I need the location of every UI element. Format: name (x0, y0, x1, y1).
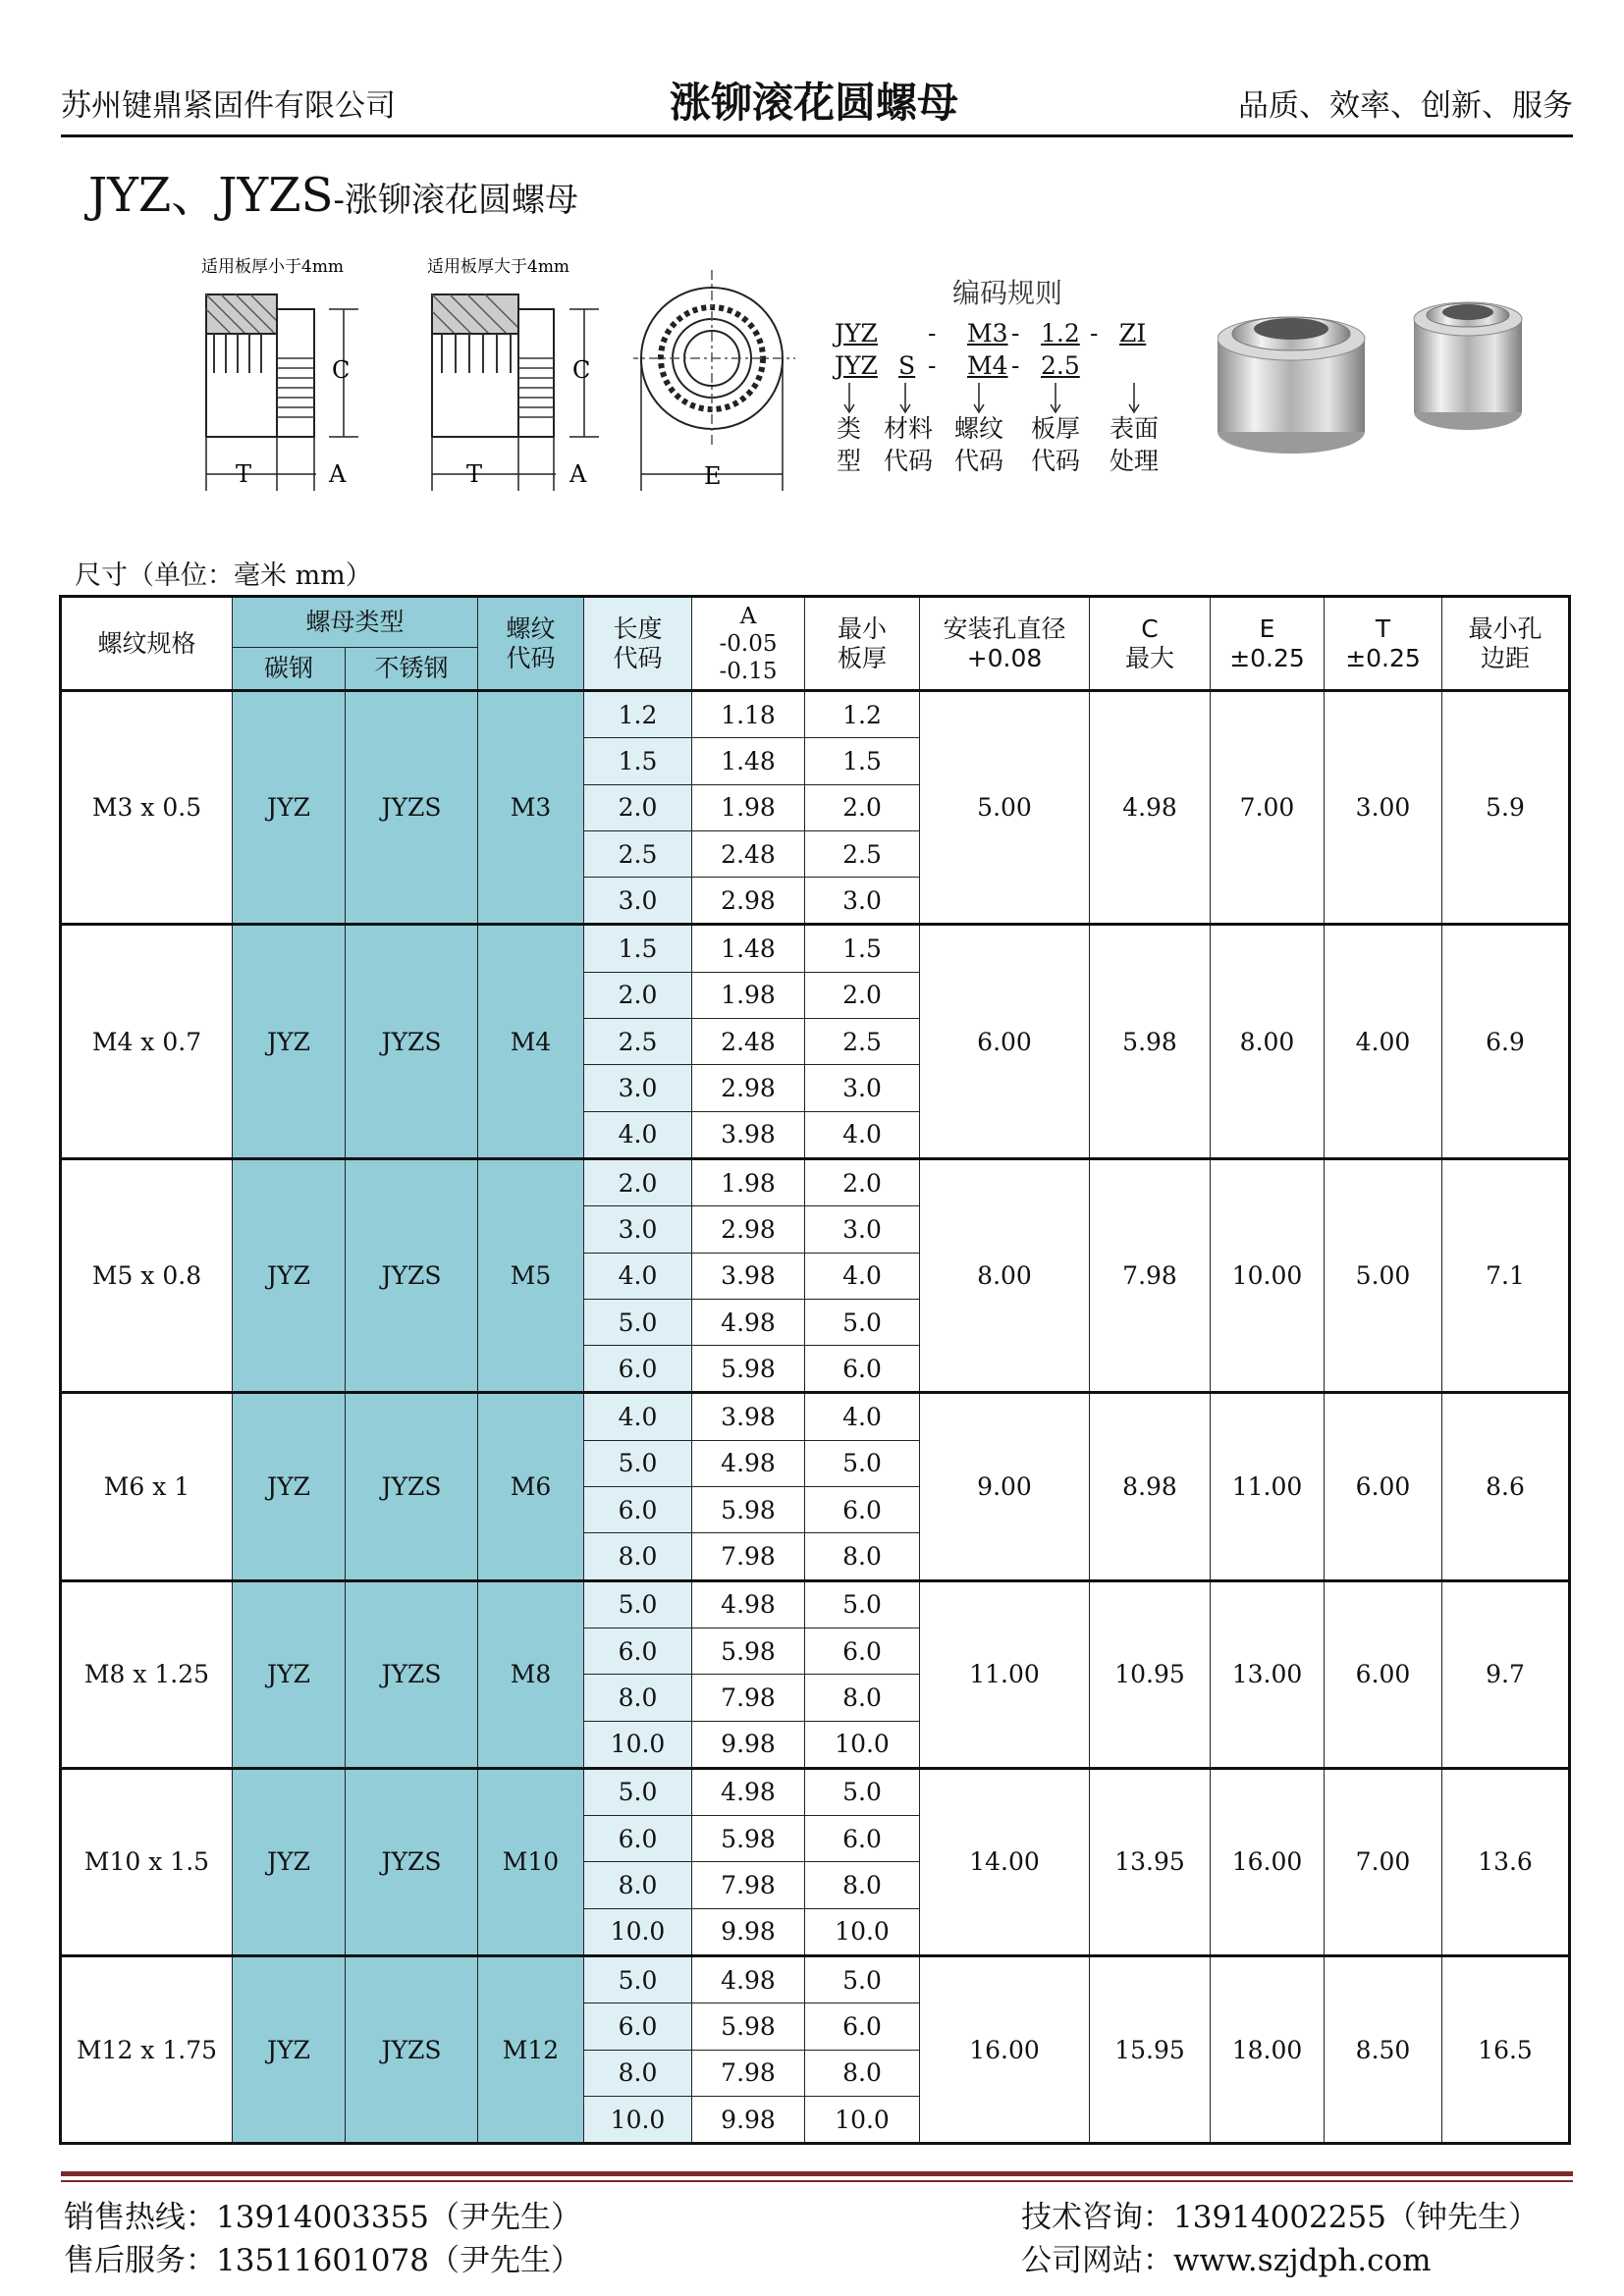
cell-a: 4.98 (692, 1768, 805, 1815)
cell-e: 10.00 (1211, 1158, 1325, 1392)
header-a: A -0.05 -0.15 (692, 597, 805, 691)
code-type: JYZ (835, 351, 878, 380)
cell-min-edge: 9.7 (1442, 1580, 1570, 1768)
cell-hole-dia: 8.00 (920, 1158, 1090, 1392)
cell-min-sheet: 2.0 (805, 972, 920, 1018)
cell-min-edge: 6.9 (1442, 925, 1570, 1158)
code-desc-type: 类型 (837, 414, 862, 475)
cell-length-code: 6.0 (584, 1346, 692, 1393)
cell-min-sheet: 6.0 (805, 1487, 920, 1533)
cell-a: 5.98 (692, 1346, 805, 1393)
table-row (61, 1393, 1570, 1440)
diagram-caption-thick: 适用板厚大于4mm (427, 257, 570, 277)
after-sales-service: 售后服务：13511601078（尹先生） (64, 2243, 581, 2278)
cell-length-code: 10.0 (584, 1908, 692, 1955)
header-thread-code: 螺纹代码 (478, 597, 584, 691)
cell-min-sheet: 10.0 (805, 2096, 920, 2143)
document-title: 涨铆滚花圆螺母 (670, 79, 959, 127)
cell-min-sheet: 1.2 (805, 691, 920, 738)
header-divider (61, 134, 1573, 137)
cell-thread-spec: M8 x 1.25 (61, 1580, 233, 1768)
cell-min-sheet: 5.0 (805, 1299, 920, 1345)
cell-min-sheet: 5.0 (805, 1580, 920, 1628)
cell-min-edge: 16.5 (1442, 1956, 1570, 2144)
cell-min-sheet: 6.0 (805, 2003, 920, 2050)
cell-a: 7.98 (692, 1862, 805, 1908)
cell-min-sheet: 5.0 (805, 1440, 920, 1486)
dim-label-t: T (466, 460, 483, 488)
cell-a: 5.98 (692, 1628, 805, 1674)
code-desc-thread: 螺纹代码 (954, 414, 1004, 475)
cell-a: 7.98 (692, 1675, 805, 1721)
cell-thread-code: M5 (478, 1158, 584, 1392)
cell-min-sheet: 6.0 (805, 1346, 920, 1393)
cell-a: 2.98 (692, 1206, 805, 1253)
cell-min-sheet: 8.0 (805, 1533, 920, 1580)
cell-min-sheet: 1.5 (805, 738, 920, 784)
spec-table (59, 595, 1571, 2145)
cell-min-sheet: 8.0 (805, 1675, 920, 1721)
spec-table-body (61, 691, 1570, 2144)
company-slogan: 品质、效率、创新、服务 (1238, 88, 1573, 124)
cell-a: 2.98 (692, 1065, 805, 1111)
cell-c: 10.95 (1090, 1580, 1211, 1768)
cell-a: 9.98 (692, 2096, 805, 2143)
cell-a: 3.98 (692, 1393, 805, 1440)
cell-carbon-steel: JYZ (233, 691, 346, 925)
coding-rules-title: 编码规则 (952, 277, 1063, 309)
page-header (61, 69, 1573, 137)
code-desc-material: 材料代码 (884, 414, 934, 475)
cell-length-code: 5.0 (584, 1440, 692, 1486)
cell-hole-dia: 14.00 (920, 1768, 1090, 1955)
cell-length-code: 5.0 (584, 1580, 692, 1628)
cell-length-code: 6.0 (584, 2003, 692, 2050)
header-length-code: 长度代码 (584, 597, 692, 691)
cell-carbon-steel: JYZ (233, 1580, 346, 1768)
cell-carbon-steel: JYZ (233, 1768, 346, 1955)
cell-c: 13.95 (1090, 1768, 1211, 1955)
cell-thread-code: M3 (478, 691, 584, 925)
header-e: E ±0.25 (1211, 597, 1325, 691)
cell-carbon-steel: JYZ (233, 1158, 346, 1392)
code-sep: - (1011, 351, 1020, 380)
cell-min-sheet: 2.5 (805, 1019, 920, 1065)
cell-length-code: 1.5 (584, 925, 692, 972)
nut-photo-large (1218, 317, 1365, 454)
cell-stainless-steel: JYZS (346, 925, 478, 1158)
cell-carbon-steel: JYZ (233, 1393, 346, 1580)
header-c: C 最大 (1090, 597, 1211, 691)
cell-thread-code: M12 (478, 1956, 584, 2144)
cell-length-code: 6.0 (584, 1487, 692, 1533)
cell-a: 2.98 (692, 878, 805, 925)
cell-min-edge: 5.9 (1442, 691, 1570, 925)
diagram-area (187, 250, 1581, 496)
cell-min-sheet: 3.0 (805, 1206, 920, 1253)
cell-a: 2.48 (692, 830, 805, 877)
cell-length-code: 5.0 (584, 1768, 692, 1815)
cell-hole-dia: 5.00 (920, 691, 1090, 925)
header-stainless-steel: 不锈钢 (346, 648, 478, 691)
cell-length-code: 5.0 (584, 1299, 692, 1345)
cell-length-code: 8.0 (584, 1675, 692, 1721)
cell-a: 1.98 (692, 972, 805, 1018)
code-thickness: 2.5 (1041, 351, 1080, 380)
cell-t: 6.00 (1325, 1580, 1442, 1768)
cell-length-code: 4.0 (584, 1253, 692, 1299)
coding-rules (835, 250, 1188, 496)
cell-a: 1.48 (692, 738, 805, 784)
cell-min-sheet: 10.0 (805, 1721, 920, 1768)
table-row (61, 1956, 1570, 2003)
cell-stainless-steel: JYZS (346, 1768, 478, 1955)
sales-hotline: 销售热线：13914003355（尹先生） (64, 2200, 581, 2235)
cell-min-sheet: 3.0 (805, 1065, 920, 1111)
cell-thread-code: M8 (478, 1580, 584, 1768)
cell-stainless-steel: JYZS (346, 1393, 478, 1580)
cell-length-code: 2.0 (584, 972, 692, 1018)
nut-section-thick-drawing (412, 250, 628, 491)
product-title (88, 157, 578, 225)
dimensions-unit-label: 尺寸（单位：毫米 mm） (75, 561, 372, 591)
table-row (61, 925, 1570, 972)
product-photo (1218, 280, 1581, 476)
cell-min-sheet: 5.0 (805, 1768, 920, 1815)
cell-a: 7.98 (692, 1533, 805, 1580)
cell-thread-code: M10 (478, 1768, 584, 1955)
cell-e: 8.00 (1211, 925, 1325, 1158)
diagram-caption-thin: 适用板厚小于4mm (201, 257, 345, 277)
cell-length-code: 2.0 (584, 1158, 692, 1205)
cell-hole-dia: 9.00 (920, 1393, 1090, 1580)
cell-a: 4.98 (692, 1440, 805, 1486)
cell-length-code: 1.5 (584, 738, 692, 784)
cell-e: 18.00 (1211, 1956, 1325, 2144)
cell-thread-spec: M3 x 0.5 (61, 691, 233, 925)
cell-thread-spec: M10 x 1.5 (61, 1768, 233, 1955)
code-thickness: 1.2 (1041, 319, 1080, 347)
cell-c: 7.98 (1090, 1158, 1211, 1392)
company-website: 公司网站：www.szjdph.com (1021, 2243, 1432, 2278)
cell-length-code: 6.0 (584, 1628, 692, 1674)
cell-a: 5.98 (692, 2003, 805, 2050)
cell-a: 4.98 (692, 1580, 805, 1628)
cell-length-code: 10.0 (584, 2096, 692, 2143)
footer-divider (61, 2171, 1573, 2176)
cell-length-code: 8.0 (584, 2050, 692, 2096)
nut-section-thin-drawing (187, 250, 383, 491)
cell-min-sheet: 2.5 (805, 830, 920, 877)
cell-min-sheet: 4.0 (805, 1253, 920, 1299)
cell-stainless-steel: JYZS (346, 691, 478, 925)
cell-c: 15.95 (1090, 1956, 1211, 2144)
cell-a: 4.98 (692, 1299, 805, 1345)
cell-min-sheet: 4.0 (805, 1111, 920, 1158)
cell-thread-spec: M4 x 0.7 (61, 925, 233, 1158)
cell-length-code: 3.0 (584, 1065, 692, 1111)
table-row (61, 691, 1570, 738)
cell-min-sheet: 6.0 (805, 1816, 920, 1862)
cell-a: 3.98 (692, 1111, 805, 1158)
cell-min-sheet: 1.5 (805, 925, 920, 972)
cell-length-code: 4.0 (584, 1111, 692, 1158)
cell-a: 7.98 (692, 2050, 805, 2096)
header-nut-type: 螺母类型 (233, 597, 478, 648)
header-t: T ±0.25 (1325, 597, 1442, 691)
code-desc-surface: 表面处理 (1110, 414, 1160, 475)
code-sep: - (928, 351, 937, 380)
cell-length-code: 10.0 (584, 1721, 692, 1768)
cell-a: 3.98 (692, 1253, 805, 1299)
table-row (61, 1580, 1570, 1628)
table-row (61, 1158, 1570, 1205)
table-row (61, 1768, 1570, 1815)
dim-label-a: A (329, 460, 347, 488)
cell-min-sheet: 2.0 (805, 1158, 920, 1205)
cell-c: 4.98 (1090, 691, 1211, 925)
cell-length-code: 4.0 (584, 1393, 692, 1440)
cell-min-sheet: 10.0 (805, 1908, 920, 1955)
dim-label-c: C (572, 356, 591, 384)
cell-e: 11.00 (1211, 1393, 1325, 1580)
code-surface: ZI (1119, 319, 1147, 347)
cell-hole-dia: 6.00 (920, 925, 1090, 1158)
cell-hole-dia: 16.00 (920, 1956, 1090, 2144)
cell-thread-spec: M12 x 1.75 (61, 1956, 233, 2144)
company-name: 苏州键鼎紧固件有限公司 (61, 88, 396, 124)
code-material: S (898, 351, 916, 380)
cell-thread-spec: M6 x 1 (61, 1393, 233, 1580)
cell-length-code: 8.0 (584, 1533, 692, 1580)
cell-length-code: 3.0 (584, 1206, 692, 1253)
cell-length-code: 2.5 (584, 1019, 692, 1065)
cell-c: 5.98 (1090, 925, 1211, 1158)
cell-carbon-steel: JYZ (233, 1956, 346, 2144)
header-min-sheet: 最小板厚 (805, 597, 920, 691)
code-sep: - (1011, 319, 1020, 347)
header-thread-spec: 螺纹规格 (61, 597, 233, 691)
cell-t: 7.00 (1325, 1768, 1442, 1955)
cell-min-sheet: 8.0 (805, 1862, 920, 1908)
cell-thread-code: M4 (478, 925, 584, 1158)
code-sep: - (928, 319, 937, 347)
cell-min-sheet: 5.0 (805, 1956, 920, 2003)
header-carbon-steel: 碳钢 (233, 648, 346, 691)
cell-length-code: 6.0 (584, 1816, 692, 1862)
cell-a: 5.98 (692, 1816, 805, 1862)
cell-stainless-steel: JYZS (346, 1158, 478, 1392)
cell-e: 7.00 (1211, 691, 1325, 925)
cell-c: 8.98 (1090, 1393, 1211, 1580)
cell-min-edge: 8.6 (1442, 1393, 1570, 1580)
cell-stainless-steel: JYZS (346, 1580, 478, 1768)
cell-t: 4.00 (1325, 925, 1442, 1158)
cell-e: 13.00 (1211, 1580, 1325, 1768)
cell-stainless-steel: JYZS (346, 1956, 478, 2144)
cell-a: 1.98 (692, 1158, 805, 1205)
code-desc-thickness: 板厚代码 (1031, 414, 1081, 475)
code-thread: M4 (967, 351, 1008, 380)
cell-t: 8.50 (1325, 1956, 1442, 2144)
product-name: -涨铆滚花圆螺母 (333, 181, 578, 220)
cell-length-code: 8.0 (584, 1862, 692, 1908)
footer-divider-thin (61, 2180, 1573, 2182)
cell-thread-code: M6 (478, 1393, 584, 1580)
cell-min-sheet: 2.0 (805, 784, 920, 830)
cell-thread-spec: M5 x 0.8 (61, 1158, 233, 1392)
cell-length-code: 2.0 (584, 784, 692, 830)
cell-min-edge: 7.1 (1442, 1158, 1570, 1392)
cell-a: 1.18 (692, 691, 805, 738)
cell-length-code: 5.0 (584, 1956, 692, 2003)
cell-a: 1.98 (692, 784, 805, 830)
cell-length-code: 3.0 (584, 878, 692, 925)
code-sep: - (1090, 319, 1099, 347)
cell-length-code: 2.5 (584, 830, 692, 877)
product-codes: JYZ、JYZS (88, 168, 334, 223)
cell-t: 5.00 (1325, 1158, 1442, 1392)
cell-min-sheet: 8.0 (805, 2050, 920, 2096)
cell-a: 1.48 (692, 925, 805, 972)
dim-label-e: E (704, 462, 722, 490)
cell-hole-dia: 11.00 (920, 1580, 1090, 1768)
cell-a: 9.98 (692, 1908, 805, 1955)
cell-a: 5.98 (692, 1487, 805, 1533)
dim-label-a: A (569, 460, 587, 488)
cell-min-sheet: 3.0 (805, 878, 920, 925)
cell-min-edge: 13.6 (1442, 1768, 1570, 1955)
cell-min-sheet: 4.0 (805, 1393, 920, 1440)
nut-top-view-drawing (633, 250, 810, 491)
nut-photo-small (1414, 302, 1522, 430)
code-thread: M3 (967, 319, 1008, 347)
technical-consulting: 技术咨询：13914002255（钟先生） (1021, 2200, 1539, 2235)
header-hole-dia: 安装孔直径 +0.08 (920, 597, 1090, 691)
cell-t: 6.00 (1325, 1393, 1442, 1580)
header-min-edge: 最小孔边距 (1442, 597, 1570, 691)
cell-a: 2.48 (692, 1019, 805, 1065)
dim-label-t: T (236, 460, 252, 488)
cell-a: 9.98 (692, 1721, 805, 1768)
cell-min-sheet: 6.0 (805, 1628, 920, 1674)
cell-e: 16.00 (1211, 1768, 1325, 1955)
dim-label-c: C (332, 356, 351, 384)
cell-a: 4.98 (692, 1956, 805, 2003)
cell-carbon-steel: JYZ (233, 925, 346, 1158)
cell-length-code: 1.2 (584, 691, 692, 738)
cell-t: 3.00 (1325, 691, 1442, 925)
code-type: JYZ (835, 319, 878, 347)
